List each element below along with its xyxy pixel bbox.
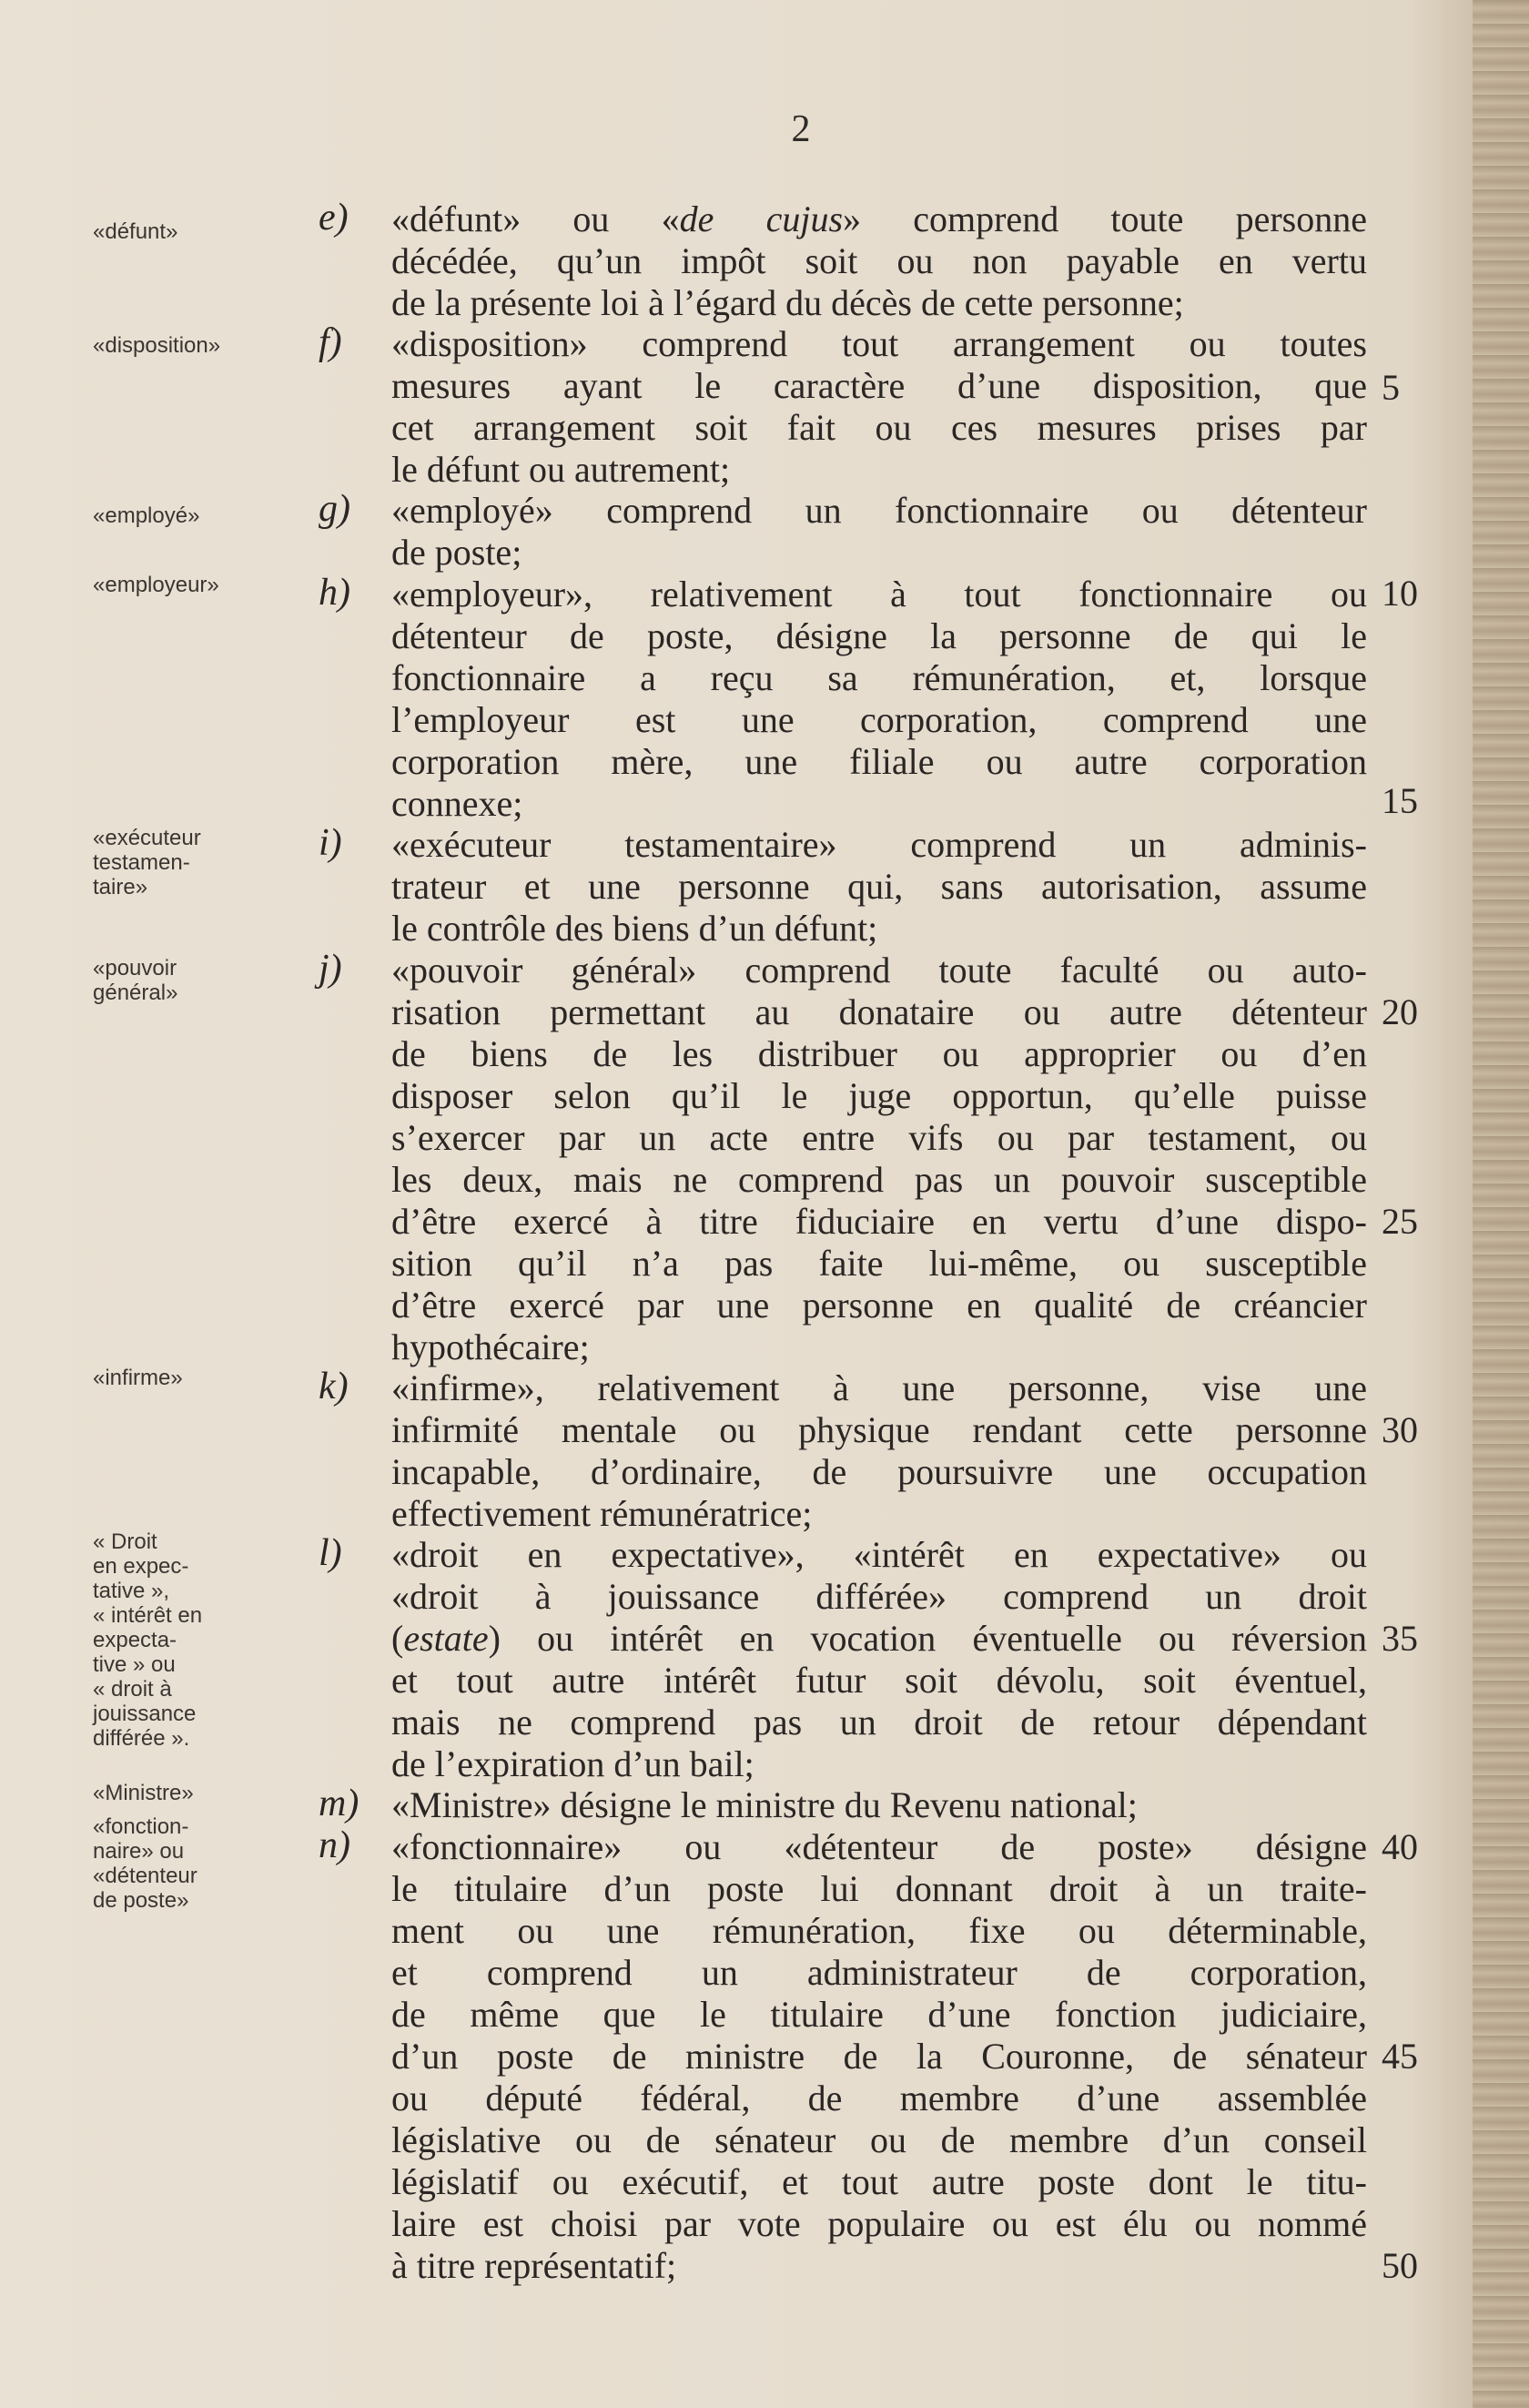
text-line: cet arrangement soit fait ou ces mesures prises par [391,407,1367,448]
margin-note: «employé» [93,503,200,528]
text-line: «défunt» ou «de cujus» comprend toute personne [391,198,1367,239]
text-line: d’être exercé par une personne en qualité de créancier [391,1285,1367,1326]
paragraph-letter: l) [319,1532,342,1574]
text-line: effectivement rémunératrice; [391,1493,813,1534]
text-line: de poste; [391,532,522,573]
line-number: 10 [1382,573,1418,614]
text-line: «droit en expectative», «intérêt en expectative» ou [391,1534,1367,1575]
margin-note: « Droit en expec- tative », « intérêt en expecta- tive » ou « droit à jouissance différée ». [93,1529,203,1751]
text-line: «pouvoir général» comprend toute faculté ou auto- [391,950,1367,991]
text-line: décédée, qu’un impôt soit ou non payable en vertu [391,240,1367,281]
text-line: de biens de les distribuer ou approprier ou d’en [391,1033,1367,1074]
text-line: trateur et une personne qui, sans autorisation, assume [391,866,1367,907]
margin-note: «pouvoir général» [93,956,178,1005]
text-line: le contrôle des biens d’un défunt; [391,908,878,949]
text-line: «employeur», relativement à tout fonctionnaire ou [391,574,1367,615]
text-line: «fonctionnaire» ou «détenteur de poste» désigne [391,1826,1367,1867]
text-line: législatif ou exécutif, et tout autre poste dont le titu- [391,2161,1367,2202]
margin-note: «disposition» [93,333,221,358]
paragraph-letter: k) [319,1366,349,1407]
text-line: incapable, d’ordinaire, de poursuivre une occupation [391,1451,1367,1492]
text-line: l’employeur est une corporation, comprend une [391,699,1367,740]
text-line: corporation mère, une filiale ou autre corporation [391,741,1367,782]
paragraph-letter: e) [319,197,349,239]
paragraph-letter: g) [319,488,350,530]
text-line: le titulaire d’un poste lui donnant droit à un traite- [391,1868,1367,1909]
text-line: d’un poste de ministre de la Couronne, de sénateur [391,2036,1367,2077]
text-line: connexe; [391,783,523,824]
text-line: «infirme», relativement à une personne, vise une [391,1367,1367,1408]
margin-note: «infirme» [93,1366,183,1390]
text-line: «Ministre» désigne le ministre du Revenu national; [391,1784,1138,1825]
line-number: 20 [1382,991,1418,1032]
line-number: 15 [1382,780,1418,821]
margin-note: «Ministre» [93,1781,194,1805]
margin-note: «défunt» [93,219,178,244]
text-line: s’exercer par un acte entre vifs ou par testament, ou [391,1117,1367,1158]
paragraph-letter: h) [319,572,350,614]
text-line: «droit à jouissance différée» comprend un droit [391,1576,1367,1617]
paragraph-letter: f) [319,321,342,363]
text-line: de l’expiration d’un bail; [391,1743,754,1784]
line-number: 5 [1382,367,1400,408]
line-number: 35 [1382,1618,1418,1659]
text-line: infirmité mentale ou physique rendant cette personne [391,1409,1367,1450]
line-number: 25 [1382,1201,1418,1242]
text-line: «employé» comprend un fonctionnaire ou détenteur [391,490,1367,531]
text-line: et tout autre intérêt futur soit dévolu, soit éventuel, [391,1660,1367,1701]
paragraph-letter: j) [319,948,342,990]
text-line: fonctionnaire a reçu sa rémunération, et, lorsque [391,657,1367,698]
text-line: risation permettant au donataire ou autre détenteur [391,991,1367,1032]
line-number: 40 [1382,1826,1418,1867]
page-edge-shadow [1473,0,1529,2408]
line-number: 30 [1382,1409,1418,1450]
text-line: et comprend un administrateur de corporation, [391,1952,1367,1993]
text-line: disposer selon qu’il le juge opportun, qu’elle puisse [391,1075,1367,1116]
paragraph-letter: n) [319,1824,350,1866]
text-line: sition qu’il n’a pas faite lui-même, ou susceptible [391,1243,1367,1284]
margin-note: «fonction- naire» ou «détenteur de poste» [93,1814,197,1913]
line-number: 50 [1382,2245,1418,2286]
line-number: 45 [1382,2036,1418,2077]
paragraph-letter: i) [319,822,342,864]
text-line: «exécuteur testamentaire» comprend un adminis- [391,824,1367,865]
text-line: à titre représentatif; [391,2245,677,2286]
text-line: (estate) ou intérêt en vocation éventuelle ou réversion [391,1618,1367,1659]
text-line: ment ou une rémunération, fixe ou déterminable, [391,1910,1367,1951]
text-line: ou député fédéral, de membre d’une assemblée [391,2078,1367,2118]
text-line: de même que le titulaire d’une fonction judiciaire, [391,1994,1367,2035]
text-line: mesures ayant le caractère d’une disposition, que [391,365,1367,406]
text-line: «disposition» comprend tout arrangement ou toutes [391,323,1367,364]
text-line: laire est choisi par vote populaire ou est élu ou nommé [391,2203,1367,2244]
text-line: le défunt ou autrement; [391,449,731,490]
text-line: hypothécaire; [391,1326,590,1367]
text-line: les deux, mais ne comprend pas un pouvoir susceptible [391,1159,1367,1200]
paragraph-letter: m) [319,1783,359,1824]
page-number: 2 [791,108,811,150]
text-line: de la présente loi à l’égard du décès de cette personne; [391,282,1184,323]
margin-note: «exécuteur testamen- taire» [93,826,201,899]
text-line: d’être exercé à titre fiduciaire en vertu d’une dispo- [391,1201,1367,1242]
text-line: mais ne comprend pas un droit de retour dépendant [391,1702,1367,1742]
text-line: législative ou de sénateur ou de membre d’un conseil [391,2119,1367,2160]
text-line: détenteur de poste, désigne la personne de qui le [391,615,1367,656]
margin-note: «employeur» [93,573,219,597]
